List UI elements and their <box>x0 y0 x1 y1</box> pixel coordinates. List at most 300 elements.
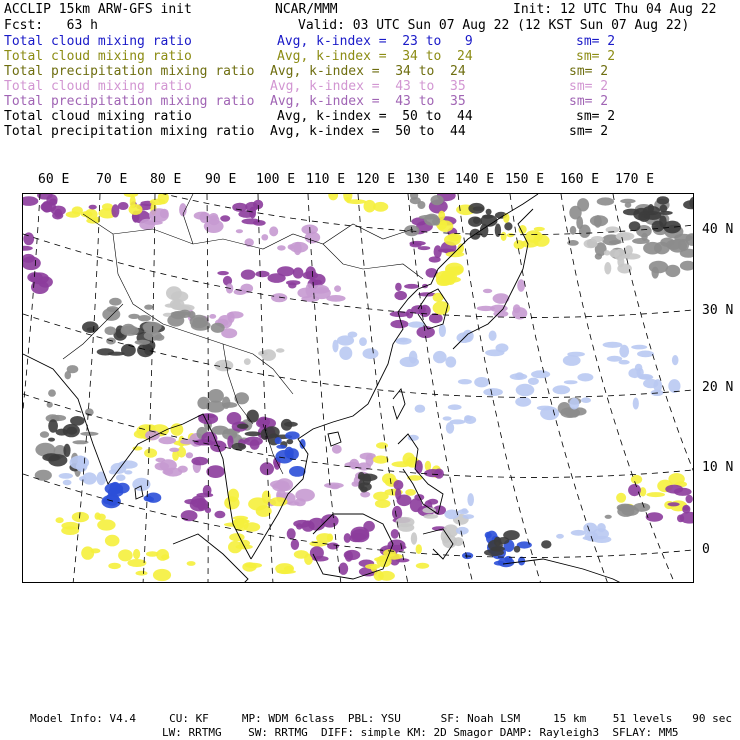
field-name: Total cloud mixing ratio <box>4 79 192 94</box>
cloud-patch <box>48 389 56 396</box>
cloud-patch <box>485 532 492 539</box>
cloud-patch <box>507 233 514 237</box>
cloud-patch <box>287 528 296 539</box>
cloud-patch <box>96 472 106 486</box>
cloud-patch <box>375 499 391 508</box>
model-info-line-1: Model Info: V4.4 CU: KF MP: WDM 6class PBL: YSU SF: Noah LSM 15 km 51 levels 90 sec <box>30 712 732 725</box>
cloud-patch <box>458 379 472 384</box>
cloud-patch <box>489 331 497 341</box>
cloud-patch <box>146 493 162 503</box>
cloud-patch <box>286 439 293 444</box>
cloud-patch <box>639 375 653 380</box>
cloud-patch <box>234 392 249 404</box>
cloud-patch <box>406 309 413 319</box>
cloud-patch <box>521 240 539 248</box>
cloud-patch <box>129 204 143 215</box>
cloud-patch <box>300 439 306 449</box>
cloud-patch <box>49 199 57 206</box>
field-smoothing: sm= 2 <box>576 34 616 49</box>
latitude-label: 40 N <box>702 222 734 237</box>
cloud-patch <box>89 205 97 210</box>
cloud-patch <box>553 385 571 394</box>
cloud-patch <box>668 502 680 506</box>
meridian-line <box>23 194 40 583</box>
cloud-patch <box>531 370 550 378</box>
field-smoothing: sm= 2 <box>569 94 609 109</box>
cloud-patch <box>332 445 342 454</box>
cloud-patch <box>434 245 442 258</box>
cloud-patch <box>604 262 611 274</box>
cloud-patch <box>339 346 352 360</box>
cloud-patch <box>363 521 375 532</box>
cloud-patch <box>581 397 591 403</box>
cloud-patch <box>306 283 314 296</box>
cloud-patch <box>424 469 442 477</box>
cloud-patch <box>571 530 586 536</box>
field-smoothing: sm= 2 <box>569 64 609 79</box>
cloud-patch <box>605 515 612 519</box>
country-border <box>113 234 293 394</box>
cloud-patch <box>286 280 300 285</box>
cloud-patch <box>437 280 451 286</box>
cloud-patch <box>411 532 417 544</box>
meridian-line <box>258 194 273 583</box>
cloud-patch <box>668 239 687 253</box>
cloud-patch <box>220 215 230 221</box>
cloud-patch <box>164 468 182 477</box>
cloud-patch <box>371 565 377 572</box>
cloud-patch <box>85 209 98 220</box>
cloud-patch <box>121 326 139 336</box>
field-k-index: Avg, k-index = 50 to 44 <box>277 109 473 124</box>
cloud-patch <box>390 320 408 328</box>
cloud-patch <box>693 204 694 210</box>
cloud-patch <box>63 424 80 437</box>
cloud-patch <box>76 461 87 472</box>
coastline <box>393 389 405 419</box>
cloud-patch <box>360 487 368 493</box>
cloud-patch <box>483 289 492 293</box>
cloud-patch <box>136 571 148 576</box>
cloud-patch <box>135 340 151 345</box>
cloud-patch <box>456 527 469 535</box>
cloud-patch <box>657 196 670 204</box>
cloud-patch <box>625 202 632 208</box>
title: ACCLIP 15km ARW-GFS init <box>4 2 192 17</box>
cloud-patch <box>56 517 64 523</box>
cloud-patch <box>363 348 379 359</box>
cloud-patch <box>400 357 419 367</box>
latitude-label: 30 N <box>702 303 734 318</box>
cloud-patch <box>488 540 503 551</box>
cloud-patch <box>337 335 354 345</box>
cloud-patch <box>203 485 212 496</box>
cloud-patch <box>197 502 208 509</box>
cloud-patch <box>584 239 598 248</box>
field-smoothing: sm= 2 <box>569 79 609 94</box>
cloud-patch <box>577 373 593 381</box>
cloud-patch <box>262 491 271 504</box>
field-k-index: Avg, k-index = 43 to 35 <box>270 79 466 94</box>
cloud-patch <box>628 368 640 378</box>
cloud-patch <box>394 291 407 300</box>
latitude-label: 20 N <box>702 380 734 395</box>
cloud-patch <box>625 245 633 255</box>
cloud-patch <box>181 510 198 521</box>
cloud-patch <box>291 539 299 550</box>
cloud-patch <box>467 493 474 506</box>
cloud-patch <box>528 378 539 385</box>
cloud-patch <box>247 410 259 423</box>
cloud-patch <box>683 506 690 510</box>
cloud-patch <box>270 497 288 506</box>
cloud-patch <box>234 289 247 295</box>
cloud-patch <box>105 483 124 495</box>
cloud-patch <box>516 384 535 396</box>
cloud-patch <box>392 461 412 467</box>
valid-time: Valid: 03 UTC Sun 07 Aug 22 (12 KST Sun 07 Aug 22) <box>298 18 690 33</box>
map-canvas <box>23 194 694 583</box>
cloud-patch <box>211 323 225 333</box>
cloud-patch <box>408 321 425 327</box>
cloud-patch <box>619 345 629 358</box>
cloud-patch <box>583 523 597 534</box>
cloud-patch <box>269 226 278 236</box>
cloud-patch <box>405 489 416 496</box>
cloud-patch <box>165 304 177 308</box>
cloud-patch <box>633 503 650 512</box>
cloud-patch <box>327 534 333 542</box>
cloud-patch <box>373 456 389 464</box>
cloud-patch <box>423 514 438 519</box>
cloud-patch <box>144 448 157 457</box>
cloud-patch <box>567 352 585 357</box>
cloud-patch <box>632 238 650 244</box>
cloud-patch <box>633 398 639 410</box>
cloud-patch <box>214 511 225 519</box>
cloud-patch <box>276 348 285 352</box>
cloud-patch <box>450 419 466 424</box>
cloud-patch <box>674 488 692 496</box>
cloud-patch <box>23 246 33 251</box>
cloud-patch <box>395 283 402 291</box>
cloud-patch <box>228 541 242 553</box>
cloud-patch <box>277 245 286 250</box>
cloud-patch <box>623 209 640 216</box>
cloud-patch <box>638 211 650 222</box>
cloud-patch <box>288 244 295 249</box>
cloud-patch <box>23 196 38 206</box>
cloud-patch <box>281 419 292 431</box>
cloud-patch <box>209 314 216 319</box>
cloud-patch <box>415 405 426 413</box>
cloud-patch <box>67 365 79 373</box>
cloud-patch <box>358 472 365 479</box>
cloud-patch <box>373 202 388 212</box>
field-k-index: Avg, k-index = 23 to 9 <box>277 34 473 49</box>
cloud-patch <box>496 343 509 352</box>
cloud-patch <box>296 523 303 529</box>
cloud-patch <box>686 495 693 504</box>
cloud-patch <box>253 220 266 226</box>
cloud-patch <box>294 242 302 255</box>
cloud-patch <box>376 442 388 448</box>
cloud-patch <box>232 443 247 450</box>
cloud-patch <box>171 311 186 319</box>
cloud-patch <box>97 519 115 530</box>
cloud-patch <box>63 444 70 457</box>
cloud-patch <box>483 388 503 396</box>
longitude-label: 60 E <box>38 172 70 187</box>
cloud-patch <box>416 563 429 569</box>
cloud-patch <box>576 216 583 229</box>
cloud-patch <box>102 495 121 509</box>
cloud-patch <box>206 465 224 478</box>
cloud-patch <box>494 561 505 566</box>
cloud-patch <box>541 540 551 548</box>
cloud-patch <box>398 523 414 532</box>
field-name: Total cloud mixing ratio <box>4 34 192 49</box>
cloud-patch <box>276 445 286 449</box>
cloud-patch <box>515 372 524 379</box>
cloud-patch <box>646 512 663 521</box>
cloud-patch <box>619 360 630 365</box>
cloud-patch <box>260 462 274 475</box>
cloud-patch <box>293 267 304 278</box>
cloud-patch <box>617 256 624 267</box>
latitude-label: 10 N <box>702 460 734 475</box>
field-name: Total precipitation mixing ratio <box>4 64 255 79</box>
longitude-label: 140 E <box>455 172 495 187</box>
cloud-patch <box>397 495 412 507</box>
cloud-patch <box>395 338 411 345</box>
cloud-patch <box>272 482 290 491</box>
cloud-patch <box>677 515 684 523</box>
cloud-patch <box>169 448 179 452</box>
country-border <box>323 244 423 279</box>
cloud-patch <box>244 358 251 365</box>
cloud-patch <box>433 351 447 363</box>
cloud-patch <box>124 470 132 474</box>
field-k-index: Avg, k-index = 34 to 24 <box>277 49 473 64</box>
cloud-patch <box>393 480 403 490</box>
forecast-hour: Fcst: 63 h <box>4 18 98 33</box>
cloud-patch <box>187 561 196 566</box>
cloud-patch <box>513 304 521 313</box>
cloud-patch <box>517 279 525 292</box>
cloud-patch <box>127 559 146 567</box>
cloud-patch <box>515 397 531 407</box>
cloud-patch <box>158 437 176 445</box>
cloud-patch <box>463 514 475 519</box>
cloud-patch <box>48 438 55 442</box>
cloud-patch <box>261 429 269 440</box>
cloud-patch <box>604 250 610 255</box>
cloud-patch <box>672 355 679 365</box>
cloud-patch <box>448 404 462 410</box>
cloud-patch <box>66 211 81 217</box>
cloud-patch <box>95 512 101 519</box>
cloud-patch <box>332 340 338 353</box>
cloud-patch <box>105 535 120 547</box>
cloud-patch <box>637 351 654 358</box>
cloud-patch <box>468 217 482 227</box>
cloud-patch <box>171 423 184 436</box>
cloud-patch <box>504 222 512 230</box>
cloud-patch <box>443 416 452 420</box>
cloud-patch <box>569 398 579 410</box>
cloud-patch <box>429 256 441 262</box>
cloud-patch <box>118 549 133 561</box>
cloud-patch <box>652 221 664 232</box>
field-name: Total precipitation mixing ratio <box>4 94 255 109</box>
cloud-patch <box>47 402 53 408</box>
cloud-patch <box>680 261 694 271</box>
cloud-patch <box>468 203 484 214</box>
field-smoothing: sm= 2 <box>569 124 609 139</box>
cloud-patch <box>445 263 464 276</box>
cloud-patch <box>105 326 117 335</box>
cloud-patch <box>444 234 461 245</box>
cloud-patch <box>351 529 370 542</box>
cloud-patch <box>326 295 345 302</box>
cloud-patch <box>61 526 79 535</box>
cloud-patch <box>118 202 129 210</box>
cloud-patch <box>149 208 169 222</box>
cloud-patch <box>237 424 249 429</box>
cloud-patch <box>249 207 256 219</box>
cloud-patch <box>474 377 489 387</box>
cloud-patch <box>486 209 492 215</box>
cloud-patch <box>128 314 140 319</box>
cloud-patch <box>366 454 374 467</box>
cloud-patch <box>339 563 349 575</box>
cloud-patch <box>133 549 140 559</box>
cloud-patch <box>501 232 507 241</box>
cloud-patch <box>597 523 606 532</box>
cloud-patch <box>228 489 239 502</box>
cloud-patch <box>464 416 476 424</box>
longitude-label: 120 E <box>356 172 396 187</box>
latitude-label: 0 <box>702 542 710 557</box>
cloud-patch <box>438 211 445 220</box>
cloud-patch <box>40 431 49 438</box>
longitude-label: 90 E <box>205 172 237 187</box>
longitude-label: 70 E <box>96 172 128 187</box>
cloud-patch <box>97 348 114 355</box>
cloud-patch <box>241 270 256 280</box>
cloud-patch <box>441 529 451 543</box>
cloud-patch <box>445 356 456 367</box>
cloud-patch <box>359 337 367 346</box>
cloud-patch <box>72 512 89 522</box>
cloud-patch <box>407 475 422 481</box>
cloud-patch <box>294 550 309 559</box>
longitude-label: 100 E <box>256 172 296 187</box>
coastline <box>328 432 341 446</box>
cloud-patch <box>646 492 665 497</box>
cloud-patch <box>277 266 294 276</box>
cloud-patch <box>590 215 608 226</box>
cloud-patch <box>217 271 229 275</box>
cloud-patch <box>245 563 262 568</box>
cloud-patch <box>284 447 293 459</box>
cloud-patch <box>477 306 495 311</box>
cloud-patch <box>616 232 635 241</box>
longitude-label: 110 E <box>306 172 346 187</box>
cloud-patch <box>631 345 647 350</box>
cloud-patch <box>564 380 578 384</box>
cloud-patch <box>48 419 58 433</box>
cloud-patch <box>153 569 171 581</box>
field-k-index: Avg, k-index = 34 to 24 <box>270 64 466 79</box>
longitude-label: 170 E <box>615 172 655 187</box>
cloud-patch <box>245 431 261 436</box>
cloud-patch <box>227 311 244 318</box>
cloud-patch <box>166 286 182 300</box>
cloud-patch <box>289 466 306 477</box>
cloud-patch <box>161 554 169 559</box>
cloud-patch <box>334 285 341 292</box>
cloud-patch <box>344 550 361 560</box>
cloud-patch <box>404 284 419 289</box>
cloud-patch <box>328 194 338 200</box>
cloud-patch <box>419 305 431 317</box>
cloud-patch <box>108 563 121 569</box>
cloud-patch <box>330 484 340 489</box>
cloud-patch <box>90 548 100 553</box>
field-smoothing: sm= 2 <box>576 49 616 64</box>
cloud-patch <box>305 232 320 244</box>
cloud-patch <box>244 437 263 446</box>
longitude-label: 160 E <box>560 172 600 187</box>
cloud-patch <box>63 480 72 486</box>
cloud-patch <box>617 504 634 512</box>
cloud-patch <box>121 344 136 357</box>
cloud-patch <box>38 276 53 287</box>
cloud-patch <box>52 212 63 219</box>
cloud-patch <box>23 256 41 270</box>
cloud-patch <box>81 546 94 559</box>
cloud-patch <box>643 379 658 388</box>
cloud-patch <box>295 489 315 502</box>
cloud-patch <box>431 195 444 205</box>
cloud-patch <box>503 213 509 223</box>
cloud-patch <box>222 397 230 409</box>
cloud-patch <box>416 544 422 554</box>
cloud-patch <box>48 454 67 466</box>
cloud-patch <box>255 271 269 277</box>
cloud-patch <box>461 508 467 513</box>
cloud-patch <box>59 473 73 479</box>
map-panel <box>22 193 694 583</box>
field-smoothing: sm= 2 <box>576 109 616 124</box>
field-name: Total cloud mixing ratio <box>4 49 192 64</box>
cloud-patch <box>191 457 208 466</box>
cloud-patch <box>209 215 220 225</box>
model-info-line-2: LW: RRTMG SW: RRTMG DIFF: simple KM: 2D Smagor DAMP: Rayleigh3 SFLAY: MM5 <box>162 726 679 739</box>
cloud-patch <box>410 498 422 512</box>
cloud-patch <box>668 379 680 393</box>
cloud-patch <box>186 452 193 458</box>
cloud-patch <box>236 229 243 233</box>
cloud-patch <box>563 355 581 366</box>
meridian-line <box>143 194 155 583</box>
cloud-patch <box>659 211 673 215</box>
meridian-line <box>207 194 208 583</box>
cloud-patch <box>275 563 294 574</box>
cloud-patch <box>514 546 521 553</box>
